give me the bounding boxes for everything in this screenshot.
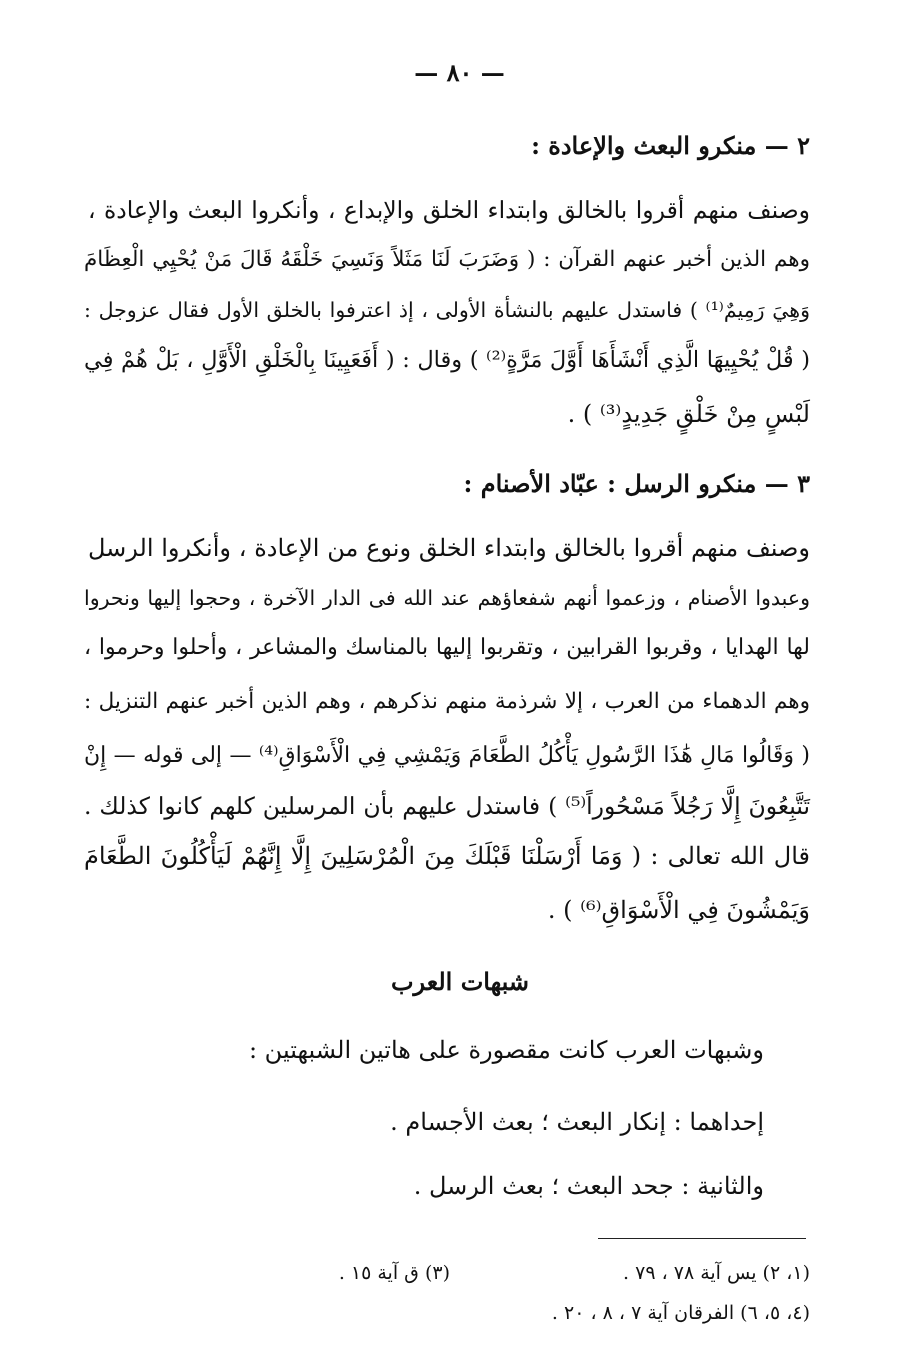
section-heading-arab-doubts: شبهات العرب <box>390 967 530 996</box>
paragraph-line: لها الهدايا ، وقربوا القرابين ، وتقربوا إليها بالمناسك والمشاعر ، وأحلوا وحرموا ، <box>84 635 810 660</box>
section-heading-resurrection-deniers: ٢ — منكرو البعث والإعادة : <box>531 131 810 160</box>
paragraph-line: تَتَّبِعُونَ إِلَّا رَجُلاً مَسْحُوراً⁽⁵⁾ ) فاستدل عليهم بأن المرسلين كلهم كانوا كذلك . <box>84 792 810 820</box>
footnote: (٣) ق آية ١٥ . <box>338 1262 450 1284</box>
footnote: (١، ٢) يس آية ٧٨ ، ٧٩ . <box>623 1262 810 1284</box>
footnote: (٤، ٥، ٦) الفرقان آية ٧ ، ٨ ، ٢٠ . <box>551 1302 810 1324</box>
paragraph-line: وشبهات العرب كانت مقصورة على هاتين الشبهتين : <box>248 1036 764 1064</box>
paragraph-line: وعبدوا الأصنام ، وزعموا أنهم شفعاؤهم عند الله فى الدار الآخرة ، وحجوا إليها ونحروا <box>84 586 810 610</box>
paragraph-line: إحداهما : إنكار البعث ؛ بعث الأجسام . <box>390 1108 764 1136</box>
paragraph-line: قال الله تعالى : ( وَمَا أَرْسَلْنَا قَبْلَكَ مِنَ الْمُرْسَلِينَ إِلَّا إِنَّهُمْ لَيَأْكُلُونَ الطَّعَامَ <box>84 842 810 870</box>
page-number: — ٨٠ — <box>414 58 505 87</box>
paragraph-line: وَهِيَ رَمِيمٌ⁽¹⁾ ) فاستدل عليهم بالنشأة الأولى ، إذ اعترفوا بالخلق الأول فقال عزوجل : <box>84 298 810 322</box>
paragraph-line: وهم الدهماء من العرب ، إلا شرذمة منهم نذكرهم ، وهم الذين أخبر عنهم التنزيل : <box>84 689 810 714</box>
paragraph-line: لَبْسٍ مِنْ خَلْقٍ جَدِيدٍ⁽³⁾ ) . <box>567 400 810 428</box>
paragraph-line: ( قُلْ يُحْيِيهَا الَّذِي أَنْشَأَهَا أَوَّلَ مَرَّةٍ⁽²⁾ ) وقال : ( أَفَعَيِينَا بِالْخَلْقِ الْأَوَّلِ ، بَلْ هُمْ فِي <box>84 347 811 373</box>
paragraph-line: ( وَقَالُوا مَالِ هَٰذَا الرَّسُولِ يَأْكُلُ الطَّعَامَ وَيَمْشِي فِي الْأَسْوَاقِ⁽⁴⁾ — إلى قوله — إِنْ <box>84 743 810 768</box>
footnote-divider <box>598 1238 806 1239</box>
section-heading-messenger-deniers: ٣ — منكرو الرسل : عبّاد الأصنام : <box>463 469 810 498</box>
paragraph-line: وهم الذين أخبر عنهم القرآن : ( وَضَرَبَ لَنَا مَثَلاً وَنَسِيَ خَلْقَهُ قَالَ مَنْ يُحْيِي الْعِظَامَ <box>84 247 810 272</box>
paragraph-line: وَيَمْشُونَ فِي الْأَسْوَاقِ⁽⁶⁾ ) . <box>547 896 810 924</box>
paragraph-line: وصنف منهم أقروا بالخالق وابتداء الخلق ونوع من الإعادة ، وأنكروا الرسل <box>88 534 810 562</box>
paragraph-line: والثانية : جحد البعث ؛ بعث الرسل . <box>413 1172 764 1200</box>
paragraph-line: وصنف منهم أقروا بالخالق وابتداء الخلق والإبداع ، وأنكروا البعث والإعادة ، <box>88 196 810 224</box>
